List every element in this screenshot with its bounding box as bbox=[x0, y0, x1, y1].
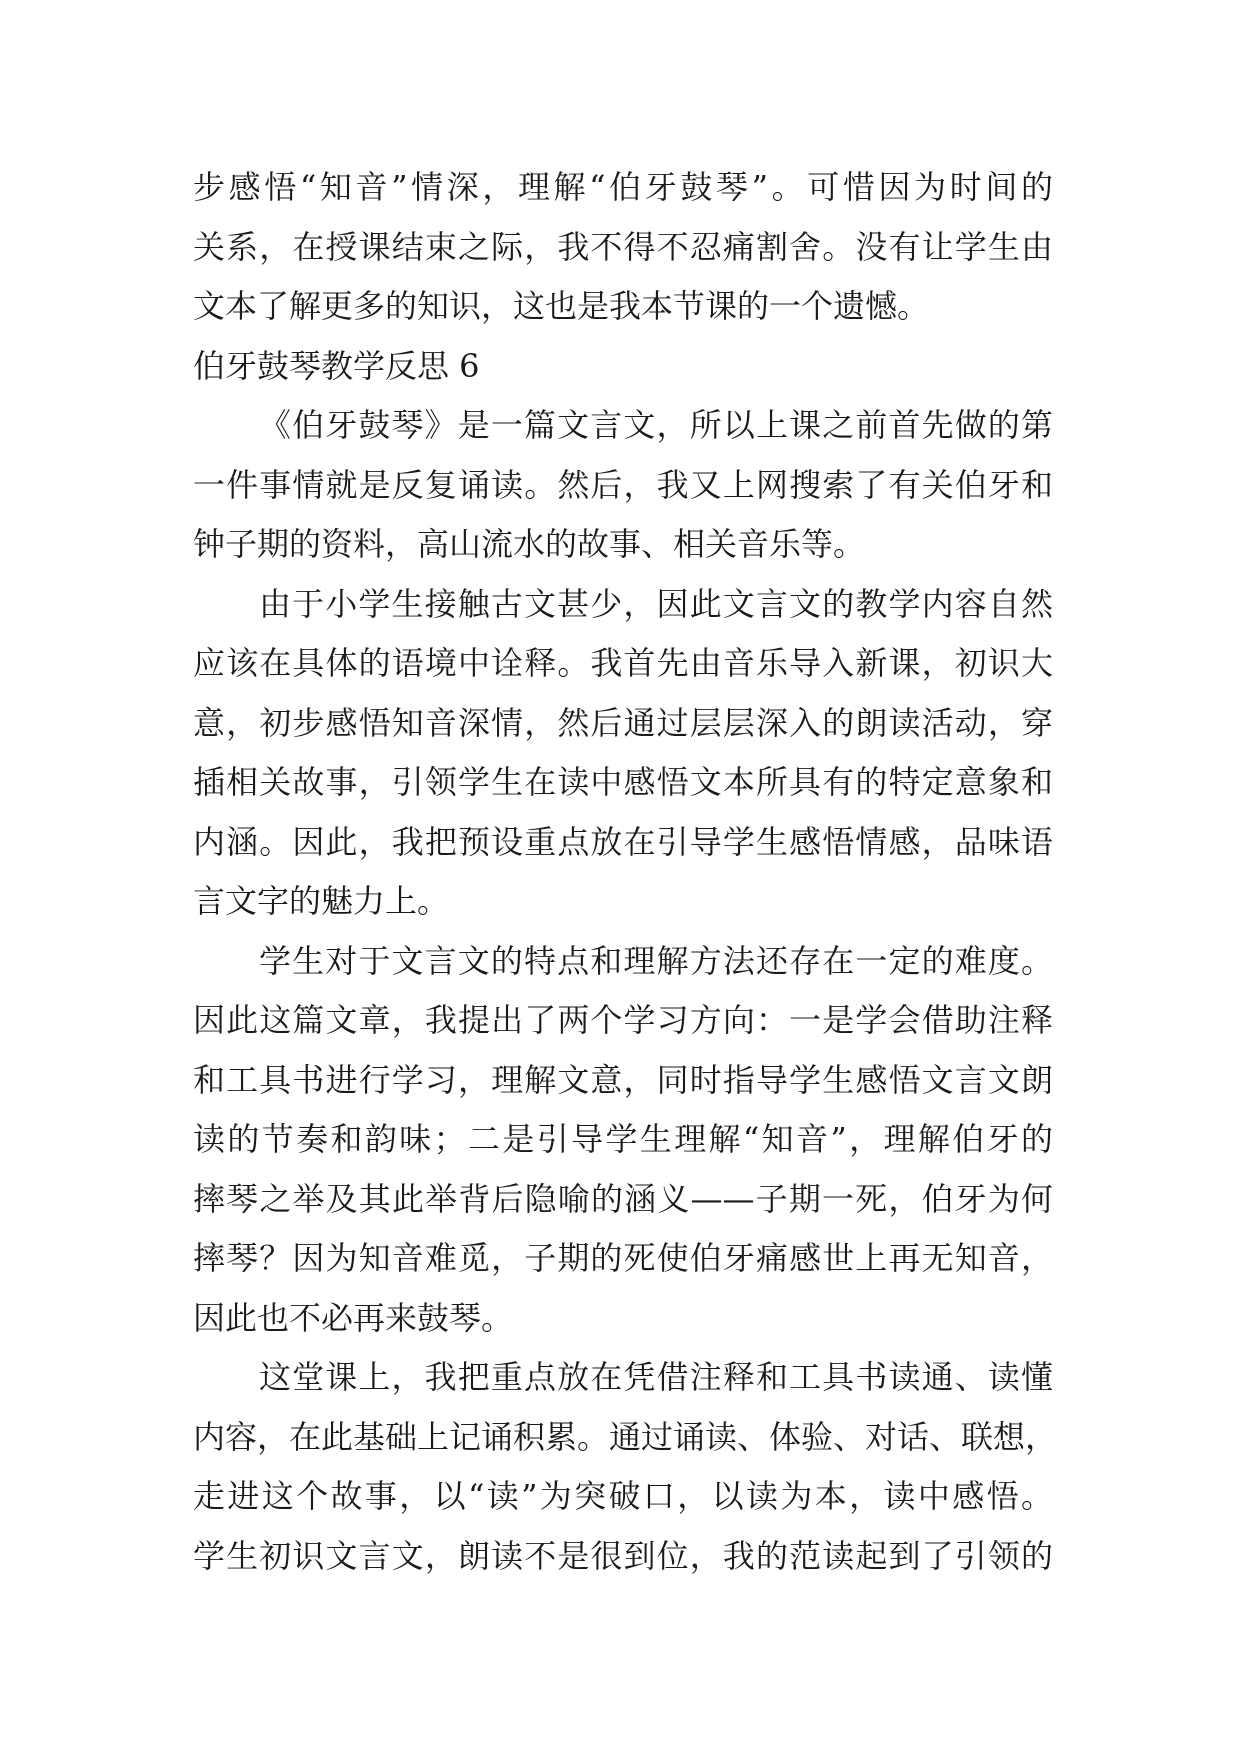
paragraph-4 bbox=[193, 1348, 1058, 1586]
text-line: 文本了解更多的知识，这也是我本节课的一个遗憾。 bbox=[193, 287, 930, 325]
text-line: 和工具书进行学习，理解文意，同时指导学生感悟文言文朗 bbox=[193, 1060, 1053, 1099]
text-line: 内容，在此基础上记诵积累。通过诵读、体验、对话、联想， bbox=[193, 1417, 1058, 1456]
paragraph-continued bbox=[193, 158, 1053, 337]
text-line: 一件事情就是反复诵读。然后，我又上网搜索了有关伯牙和 bbox=[193, 465, 1053, 504]
text-line: 学生初识文言文，朗读不是很到位，我的范读起到了引领的 bbox=[193, 1536, 1053, 1575]
text-line: 这堂课上，我把重点放在凭借注释和工具书读通、读懂 bbox=[259, 1358, 1053, 1396]
text-line: 插相关故事，引领学生在读中感悟文本所具有的特定意象和 bbox=[193, 763, 1053, 801]
text-line: 学生对于文言文的特点和理解方法还存在一定的难度。 bbox=[259, 941, 1053, 980]
text-line: 摔琴之举及其此举背后隐喻的涵义——子期一死，伯牙为何 bbox=[193, 1179, 1053, 1218]
text-line: 由于小学生接触古文甚少，因此文言文的教学内容自然 bbox=[259, 584, 1053, 623]
document-page bbox=[193, 158, 1058, 1586]
text-line: 关系，在授课结束之际，我不得不忍痛割舍。没有让学生由 bbox=[193, 227, 1053, 266]
text-line: 钟子期的资料，高山流水的故事、相关音乐等。 bbox=[193, 525, 866, 563]
text-line: 步感悟“知音”情深，理解“伯牙鼓琴”。可惜因为时间的 bbox=[193, 168, 1053, 206]
text-line: 走进这个故事，以“读”为突破口，以读为本，读中感悟。 bbox=[193, 1477, 1053, 1515]
text-line: 因此这篇文章，我提出了两个学习方向：一是学会借助注释 bbox=[193, 1001, 1053, 1039]
text-line: 意，初步感悟知音深情，然后通过层层深入的朗读活动，穿 bbox=[193, 703, 1053, 742]
text-line: 言文字的魅力上。 bbox=[193, 882, 450, 920]
text-line: 读的节奏和韵味；二是引导学生理解“知音”，理解伯牙的 bbox=[193, 1120, 1053, 1158]
text-line: 摔琴？因为知音难觅，子期的死使伯牙痛感世上再无知音， bbox=[193, 1239, 1053, 1277]
paragraph-2 bbox=[193, 575, 1053, 932]
text-line: 内涵。因此，我把预设重点放在引导学生感悟情感，品味语 bbox=[193, 822, 1053, 861]
text-line: 《伯牙鼓琴》是一篇文言文，所以上课之前首先做的第 bbox=[259, 406, 1053, 444]
text-line: 应该在具体的语境中诠释。我首先由音乐导入新课，初识大 bbox=[193, 644, 1053, 682]
paragraph-3 bbox=[193, 932, 1053, 1349]
paragraph-1 bbox=[193, 396, 1053, 575]
section-heading: 伯牙鼓琴教学反思 6 bbox=[193, 346, 480, 385]
text-line: 因此也不必再来鼓琴。 bbox=[193, 1298, 514, 1337]
